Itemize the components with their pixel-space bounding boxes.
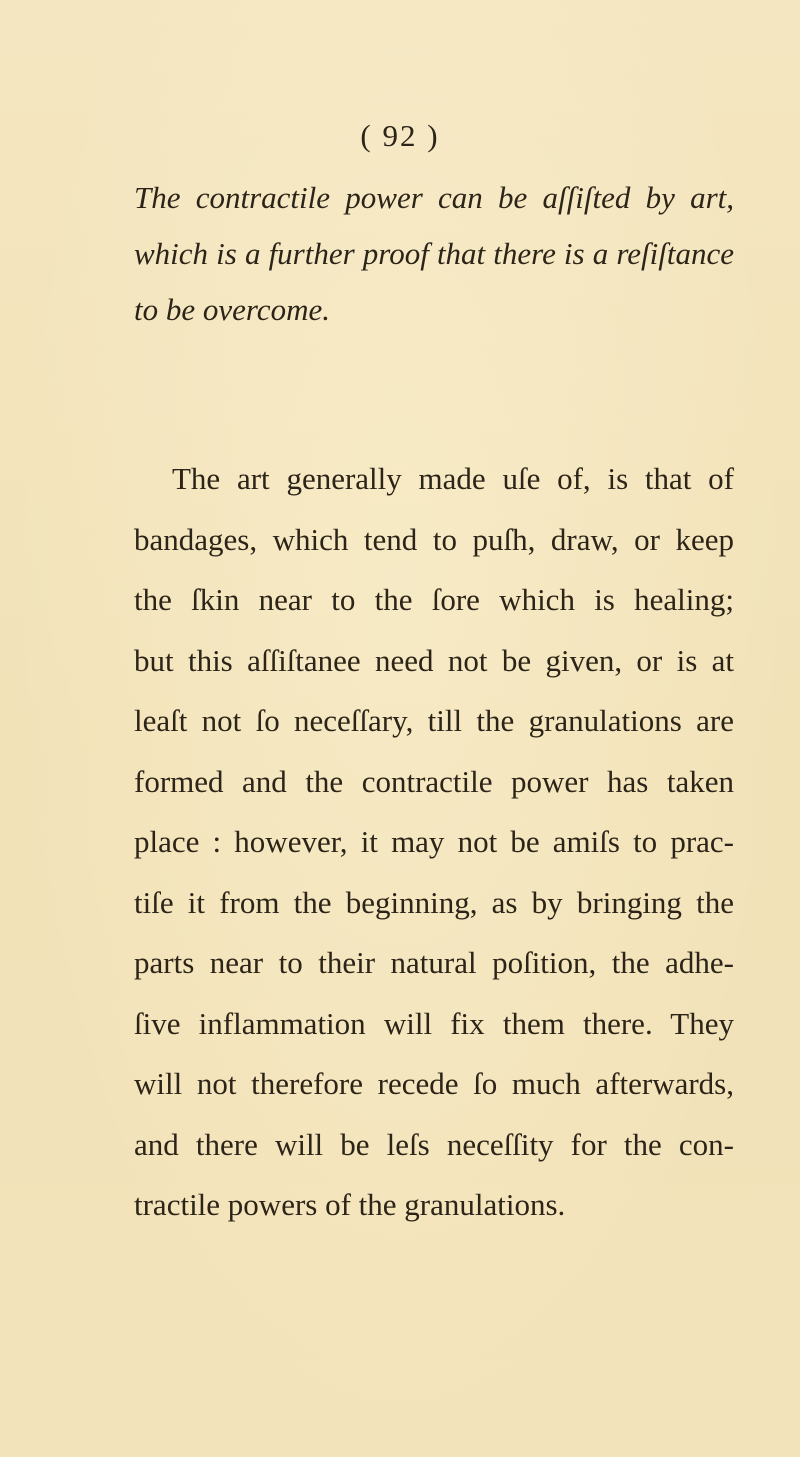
text-line: and there will be leſs neceſſity for the con- <box>134 1126 734 1162</box>
text-line: formed and the contractile power has taken <box>134 763 734 799</box>
text-line: will not therefore recede ſo much afterwards, <box>134 1066 734 1101</box>
text-line: The art generally made uſe of, is that of <box>172 461 734 496</box>
text-line: leaſt not ſo neceſſary, till the granulations are <box>134 703 734 738</box>
text-line: parts near to their natural poſition, the adhe- <box>134 945 734 980</box>
text-line: ſive inflammation will fix them there. They <box>134 1005 734 1041</box>
italic-paragraph <box>134 170 734 338</box>
text-line: but this aſſiſtanee need not be given, or is at <box>134 642 734 678</box>
text-line: tiſe it from the beginning, as by bringing the <box>134 884 734 920</box>
text-line: bandages, which tend to puſh, draw, or keep <box>134 521 734 557</box>
page-number: ( 92 ) <box>360 118 440 153</box>
text-line: place : however, it may not be amiſs to prac- <box>134 824 734 859</box>
text-line: tractile powers of the granulations. <box>134 1187 566 1222</box>
text-line: The contractile power can be aſſiſted by art, <box>134 180 734 215</box>
text-line: to be overcome. <box>134 292 330 327</box>
body-paragraph <box>134 449 734 1236</box>
text-line: the ſkin near to the ſore which is healing; <box>134 582 734 617</box>
text-line: which is a further proof that there is a reſiſtance <box>134 236 734 271</box>
